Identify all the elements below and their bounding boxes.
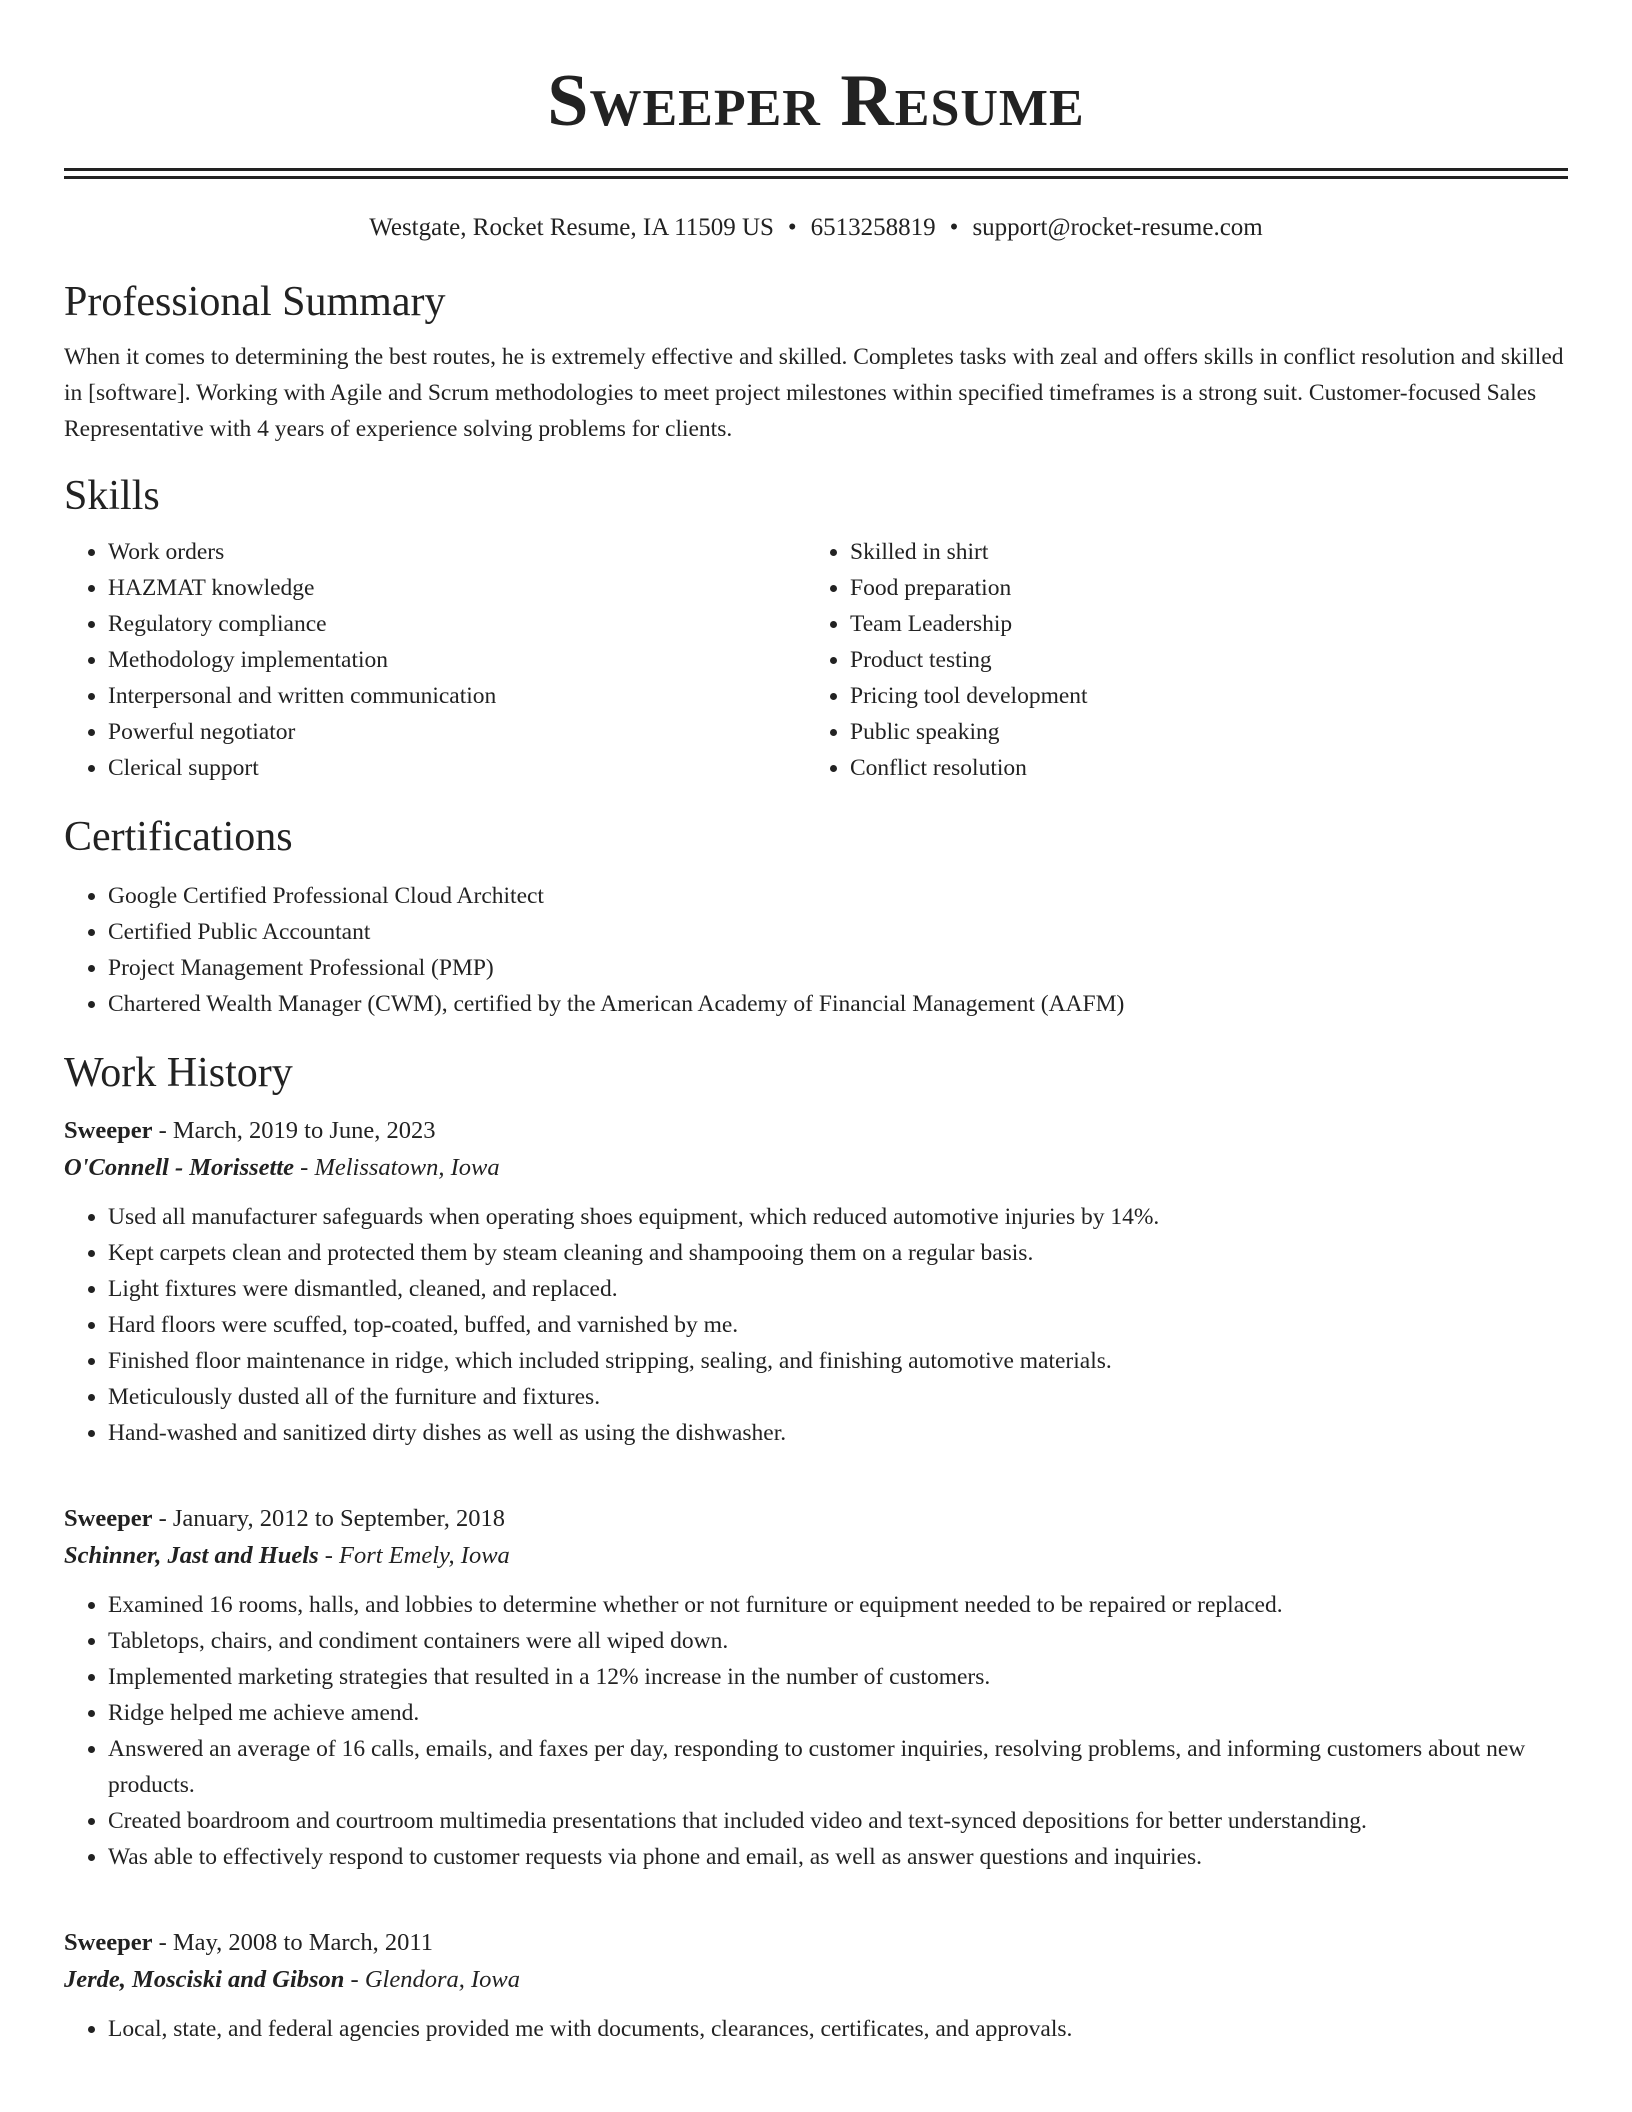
job-location: - Melissatown, Iowa — [294, 1153, 500, 1181]
job-duty: • Ridge helped me achieve amend. — [108, 1695, 1568, 1731]
skill-item: • Clerical support — [108, 750, 806, 786]
skill-item: • Public speaking — [850, 714, 1548, 750]
skills-column-left — [64, 534, 806, 786]
job-title-line — [64, 1925, 1568, 1961]
skill-item: • Skilled in shirt — [850, 534, 1548, 570]
skill-item: • Conflict resolution — [850, 750, 1548, 786]
job-dates: - January, 2012 to September, 2018 — [152, 1504, 506, 1532]
job-duty: • Finished floor maintenance in ridge, which included stripping, sealing, and finishing automotive materials. — [108, 1343, 1568, 1379]
certifications-list — [64, 878, 1568, 1022]
job-duty: • Light fixtures were dismantled, cleaned, and replaced. — [108, 1271, 1568, 1307]
job-duty: • Tabletops, chairs, and condiment containers were all wiped down. — [108, 1623, 1568, 1659]
skill-item: • Methodology implementation — [108, 642, 806, 678]
job-role: Sweeper — [64, 1928, 153, 1956]
skill-item: • Regulatory compliance — [108, 606, 806, 642]
certification-item: • Certified Public Accountant — [108, 914, 1568, 950]
certification-item: • Project Management Professional (PMP) — [108, 950, 1568, 986]
contact-line — [64, 213, 1568, 243]
job-duties-list — [64, 2011, 1568, 2047]
job-location: - Glendora, Iowa — [344, 1965, 520, 1993]
job-duty: • Answered an average of 16 calls, emails, and faxes per day, responding to customer inquiries, resolving problems, and informing customers about new products. — [108, 1731, 1568, 1803]
skill-item: • HAZMAT knowledge — [108, 570, 806, 606]
summary-section — [64, 277, 1568, 447]
job-employer-line — [64, 1961, 1568, 1999]
certifications-section — [64, 812, 1568, 1022]
job-duty: • Created boardroom and courtroom multimedia presentations that included video and text-synced depositions for better understanding. — [108, 1803, 1568, 1839]
skills-column-right — [806, 534, 1548, 786]
job-title-line — [64, 1501, 1568, 1537]
job-dates: - March, 2019 to June, 2023 — [152, 1116, 436, 1144]
skills-heading: Skills — [64, 473, 160, 520]
summary-heading: Professional Summary — [64, 279, 446, 325]
job-duty: • Was able to effectively respond to customer requests via phone and email, as well as answer questions and inquiries. — [108, 1839, 1568, 1875]
skills-list-right — [806, 534, 1548, 786]
bullet-separator: • — [949, 214, 959, 241]
job-duty: • Used all manufacturer safeguards when operating shoes equipment, which reduced automotive injuries by 14%. — [108, 1199, 1568, 1235]
skill-item: • Food preparation — [850, 570, 1548, 606]
skills-section — [64, 471, 1568, 785]
job-duty: • Hand-washed and sanitized dirty dishes as well as using the dishwasher. — [108, 1415, 1568, 1451]
skills-list-left — [64, 534, 806, 786]
job-entry — [64, 1925, 1568, 2047]
skill-item: • Powerful negotiator — [108, 714, 806, 750]
job-duty: • Implemented marketing strategies that resulted in a 12% increase in the number of customers. — [108, 1659, 1568, 1695]
job-role: Sweeper — [64, 1504, 153, 1532]
job-entry — [64, 1501, 1568, 1875]
skill-item: • Pricing tool development — [850, 678, 1548, 714]
job-duty: • Meticulously dusted all of the furniture and fixtures. — [108, 1379, 1568, 1415]
skill-item: • Interpersonal and written communication — [108, 678, 806, 714]
skill-item: • Product testing — [850, 642, 1548, 678]
skill-item: • Work orders — [108, 534, 806, 570]
job-employer-line — [64, 1537, 1568, 1575]
job-location: - Fort Emely, Iowa — [318, 1541, 510, 1569]
certification-item: • Google Certified Professional Cloud Architect — [108, 878, 1568, 914]
job-duties-list — [64, 1199, 1568, 1451]
contact-email: support@rocket-resume.com — [972, 214, 1263, 241]
job-duty: • Hard floors were scuffed, top-coated, buffed, and varnished by me. — [108, 1307, 1568, 1343]
summary-text: When it comes to determining the best routes, he is extremely effective and skilled. Completes tasks with zeal and offers skills in conflict resolution and skilled in [software]. Working with Agile and Scrum methodologies to meet project milestones within specified timeframes is a strong suit. Customer-focused Sales Representative with 4 years of experience solving problems for clients. — [64, 344, 1564, 443]
job-duties-list — [64, 1587, 1568, 1875]
skill-item: • Team Leadership — [850, 606, 1548, 642]
work-history-heading: Work History — [64, 1050, 293, 1097]
certifications-heading: Certifications — [64, 813, 293, 860]
job-duty: • Kept carpets clean and protected them by steam cleaning and shampooing them on a regular basis. — [108, 1235, 1568, 1271]
resume-title: Sweeper Resume — [547, 60, 1085, 142]
job-company: O'Connell - Morissette — [64, 1153, 295, 1181]
skills-columns — [64, 534, 1568, 786]
job-role: Sweeper — [64, 1116, 153, 1144]
job-employer-line — [64, 1149, 1568, 1187]
job-duty: • Local, state, and federal agencies provided me with documents, clearances, certificates, and approvals. — [108, 2011, 1568, 2047]
job-entry — [64, 1113, 1568, 1451]
work-history-section — [64, 1048, 1568, 2046]
title-divider — [64, 168, 1568, 179]
job-title-line — [64, 1113, 1568, 1149]
contact-address: Westgate, Rocket Resume, IA 11509 US — [369, 214, 774, 241]
job-dates: - May, 2008 to March, 2011 — [152, 1928, 434, 1956]
bullet-separator: • — [787, 214, 797, 241]
contact-phone: 6513258819 — [810, 214, 936, 241]
job-company: Jerde, Mosciski and Gibson — [64, 1965, 345, 1993]
job-duty: • Examined 16 rooms, halls, and lobbies to determine whether or not furniture or equipment needed to be repaired or replaced. — [108, 1587, 1568, 1623]
certification-item: • Chartered Wealth Manager (CWM), certified by the American Academy of Financial Management (AAFM) — [108, 986, 1568, 1022]
job-company: Schinner, Jast and Huels — [64, 1541, 319, 1569]
